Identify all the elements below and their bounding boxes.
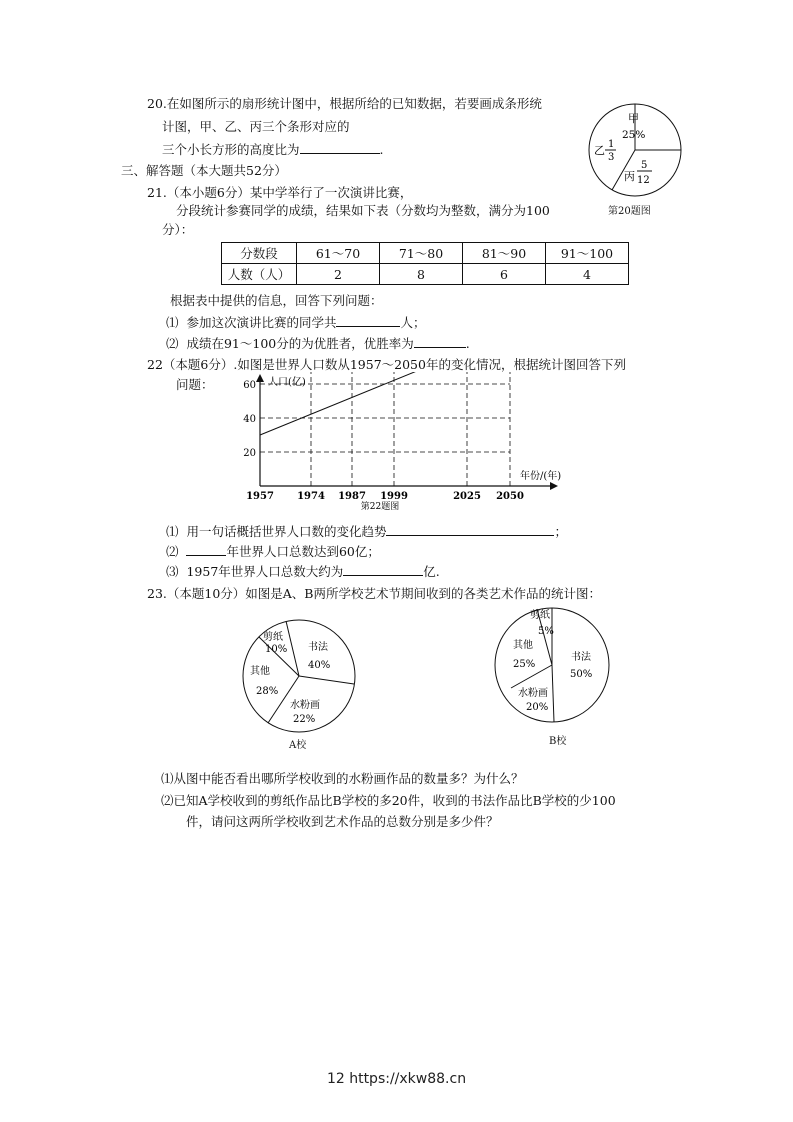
table-header-row: [222, 243, 629, 264]
q20-line2: 计图，甲、乙、丙三个条形对应的: [162, 119, 350, 134]
pie-a-pct-shufa: 40%: [308, 660, 331, 671]
section-heading: 三、解答题（本大题共52分）: [121, 163, 287, 178]
page-footer: 12 https://xkw88.cn: [326, 1071, 467, 1087]
pie-chart-a: [238, 618, 362, 734]
q23-part2-line1: ⑵已知A学校收到的剪纸作品比B学校的多20件，收到的书法作品比B学校的少100: [161, 793, 616, 808]
pie-a-pct-shuifen: 22%: [293, 714, 316, 725]
q20-jia-label: 甲: [628, 112, 639, 125]
chart-caption: 第22题图: [360, 502, 400, 512]
q20-bing-den: 12: [637, 175, 650, 186]
x-tick-label: 2025: [453, 491, 481, 502]
pie-a-label-qita: 其他: [250, 666, 270, 677]
y-axis-label: 人口(亿): [268, 377, 306, 388]
q21-part2: ⑵ 成绩在91～100分的为优胜者，优胜率为 .: [166, 336, 470, 351]
y-tick-label: 20: [243, 448, 256, 459]
q22-part2: ⑵ 年世界人口总数达到60亿；: [166, 544, 380, 559]
table-cell: 人数（人）: [222, 264, 297, 285]
q21-intro: 根据表中提供的信息，回答下列问题：: [170, 293, 383, 308]
q20-yi-num: 1: [608, 139, 615, 150]
x-tick-label: 1957: [246, 491, 274, 502]
population-line-chart: [228, 372, 568, 520]
q22-line2: 问题：: [176, 377, 214, 392]
pie-b-label-shufa: 书法: [571, 652, 591, 663]
score-table: [221, 242, 629, 285]
pie-a-label-jianzhi: 剪纸: [263, 632, 283, 643]
q20-line3: 三个小长方形的高度比为 .: [162, 142, 384, 157]
table-cell: 分数段: [222, 243, 297, 264]
x-tick-label: 1974: [297, 491, 325, 502]
pie-b-label-shuifen: 水粉画: [518, 688, 548, 699]
pie-a-label-shufa: 书法: [308, 642, 328, 653]
q22-part3: ⑶ 1957年世界人口总数大约为 亿.: [166, 564, 440, 579]
pie-b-label-qita: 其他: [513, 640, 533, 651]
y-axis-arrow: [256, 374, 264, 382]
x-tick-label: 1987: [338, 491, 366, 502]
pie-a-pct-qita: 28%: [256, 686, 279, 697]
q20-bing-label: 丙: [624, 170, 635, 183]
y-tick-label: 60: [243, 380, 256, 391]
pie-b-pct-shufa: 50%: [570, 669, 593, 680]
pie-b-pct-shuifen: 20%: [526, 702, 549, 713]
q20-yi-den: 3: [608, 152, 615, 163]
pie-a-label-shuifen: 水粉画: [290, 700, 320, 711]
x-tick-label: 2050: [496, 491, 524, 502]
pie-a-pct-jianzhi: 10%: [265, 644, 288, 655]
q21-line2: 分段统计参赛同学的成绩，结果如下表（分数均为整数，满分为100: [176, 203, 550, 218]
table-cell: 91～100: [546, 243, 629, 264]
q23-part1: ⑴从图中能否看出哪所学校收到的水粉画作品的数量多？为什么？: [161, 771, 524, 786]
y-tick-label: 40: [243, 414, 256, 425]
q20-yi-label: 乙: [594, 144, 605, 157]
q21-part1: ⑴ 参加这次演讲比赛的同学共 人；: [166, 315, 426, 330]
q23-line1: 23.（本题10分）如图是A、B两所学校艺术节期间收到的各类艺术作品的统计图：: [147, 586, 601, 601]
q21-line3: 分）：: [162, 222, 194, 237]
table-cell: 71～80: [380, 243, 463, 264]
q20-bing-num: 5: [641, 160, 648, 171]
q22-line1: 22（本题6分）.如图是世界人口数从1957～2050年的变化情况，根据统计图回答下列: [147, 357, 626, 372]
x-axis-arrow: [550, 482, 558, 490]
q23-part2-line2: 件，请问这两所学校收到艺术作品的总数分别是多少件？: [186, 814, 499, 829]
pie-b-pct-jianzhi: 5%: [538, 626, 554, 637]
pie-b-label-jianzhi: 剪纸: [530, 610, 550, 621]
pie-b-pct-qita: 25%: [513, 659, 536, 670]
q22-part3-blank[interactable]: [343, 563, 423, 576]
q20-pie-chart: [580, 100, 690, 210]
q21-line1: 21.（本小题6分）某中学举行了一次演讲比赛，: [147, 185, 413, 200]
q20-answer-blank[interactable]: [300, 141, 380, 154]
table-cell: 4: [546, 264, 629, 285]
pie-b-caption: B校: [549, 736, 567, 747]
q20-jia-pct: 25%: [622, 129, 646, 141]
q21-part2-blank[interactable]: [414, 335, 466, 348]
q21-part1-blank[interactable]: [336, 314, 400, 327]
table-cell: 81～90: [463, 243, 546, 264]
table-cell: 61～70: [297, 243, 380, 264]
q20-line1: 20.在如图所示的扇形统计图中，根据所给的已知数据，若要画成条形统: [147, 96, 542, 111]
pie-a-caption: A校: [289, 740, 307, 751]
q22-part1-blank[interactable]: [386, 523, 554, 536]
table-row: [222, 264, 629, 285]
q22-part2-blank[interactable]: [186, 543, 226, 556]
q20-caption: 第20题图: [608, 206, 651, 217]
q22-part1: ⑴ 用一句话概括世界人口数的变化趋势 ；: [166, 524, 567, 539]
x-tick-label: 1999: [380, 491, 408, 502]
x-axis-label: 年份/(年): [520, 471, 562, 482]
table-cell: 2: [297, 264, 380, 285]
table-cell: 8: [380, 264, 463, 285]
pie-chart-b: [493, 604, 617, 728]
table-cell: 6: [463, 264, 546, 285]
